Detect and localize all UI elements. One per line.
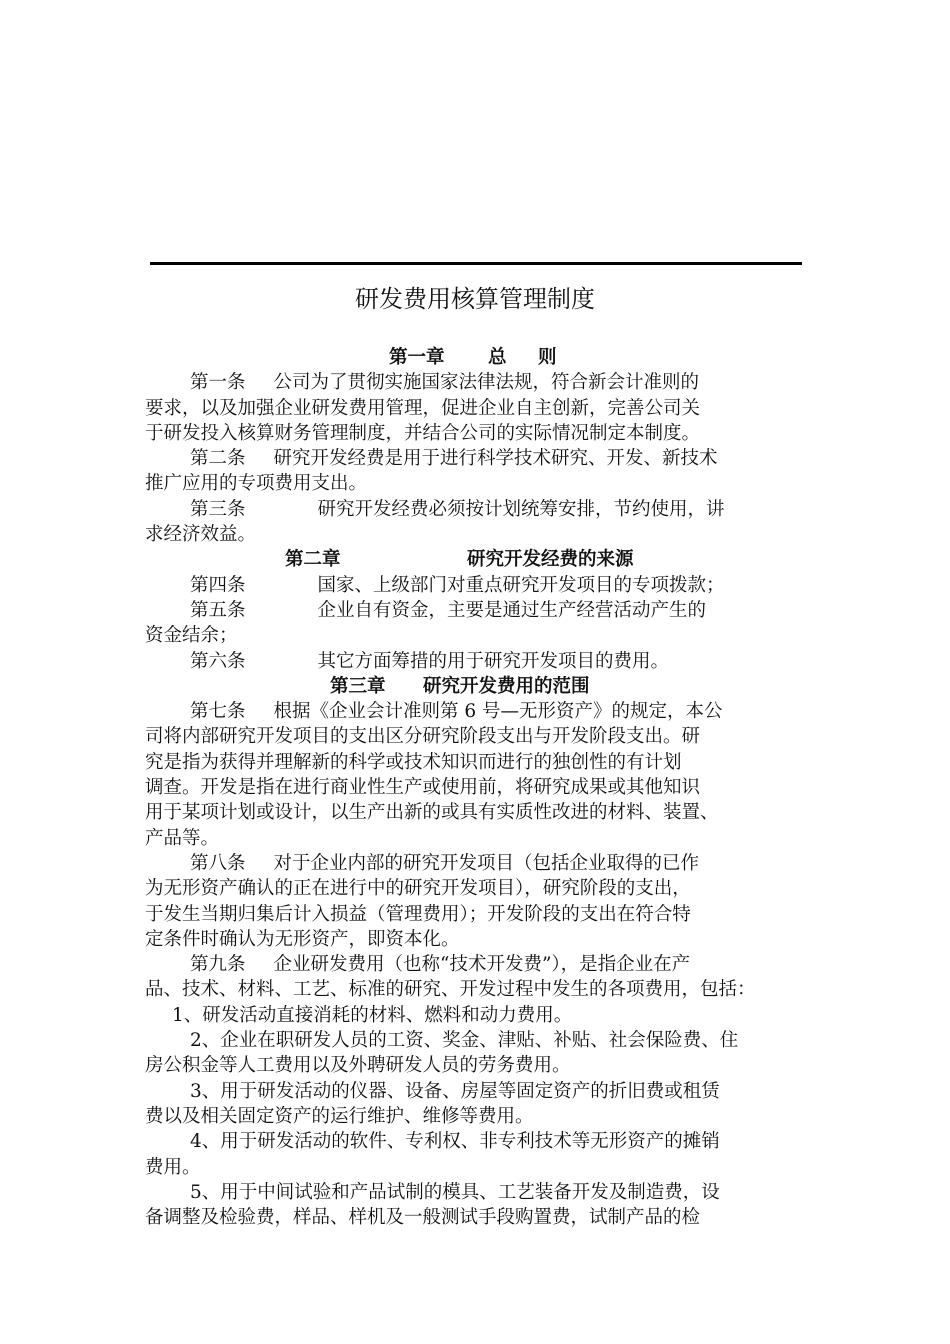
chapter-number: 第二章 [285, 549, 341, 571]
document-body [145, 345, 825, 1230]
document-title: 研发费用核算管理制度 [355, 285, 595, 313]
article-7: 第七条 根据《企业会计准则第 6 号—无形资产》的规定，本公 司将内部研究开发项目的支出区分研究阶段支出与开发阶段支出。研 究是指为获得并理解新的科学或技术知识而进行的独创性的有计划 调查。开发是指在进行商业性生产或使用前，将研究成果或其他知识 用于某项计划或设计，以生产出新的或具有实质性改进的材料、装置、 产品等。 [145, 701, 723, 849]
chapter-number: 第三章 [330, 675, 386, 697]
chapter-heading-2 [145, 547, 825, 572]
article-label: 第六条 [190, 650, 246, 672]
article-6: 第六条 其它方面筹措的用于研究开发项目的费用。 [190, 650, 670, 672]
chapter-title-part: 则 [538, 347, 557, 368]
article-label: 第八条 [190, 852, 246, 874]
list-item-1: 1、研发活动直接消耗的材料、燃料和动力费用。 [172, 1004, 573, 1026]
article-label: 第四条 [190, 574, 246, 596]
article-3: 第三条 研究开发经费必须按计划统筹安排，节约使用，讲 求经济效益。 [145, 498, 725, 546]
article-label: 第五条 [190, 599, 246, 621]
chapter-title: 研究开发费用的范围 [423, 675, 590, 697]
chapter-heading-1 [145, 345, 825, 370]
article-label: 第七条 [190, 701, 246, 723]
chapter-title-part: 总 [488, 347, 507, 368]
article-5: 第五条 企业自有资金，主要是通过生产经营活动产生的 资金结余； [145, 599, 707, 647]
article-label: 第三条 [190, 498, 246, 520]
chapter-number: 第一章 [389, 347, 445, 368]
list-item-5: 5、用于中间试验和产品试制的模具、工艺装备开发及制造费，设 备调整及检验费，样品、样机及一般测试手段购置费，试制产品的检 [145, 1181, 720, 1229]
article-4: 第四条 国家、上级部门对重点研究开发项目的专项拨款； [190, 574, 725, 596]
article-8: 第八条 对于企业内部的研究开发项目（包括企业取得的已作 为无形资产确认的正在进行中的研究开发项目），研究阶段的支出， 于发生当期归集后计入损益（管理费用）；开发阶段的支出在符合特 定条件时确认为无形资产，即资本化。 [145, 852, 700, 950]
chapter-title: 研究开发经费的来源 [467, 549, 634, 571]
list-item-2: 2、企业在职研发人员的工资、奖金、津贴、补贴、社会保险费、住 房公积金等人工费用以及外聘研发人员的劳务费用。 [145, 1030, 739, 1077]
article-1: 第一条 公司为了贯彻实施国家法律法规，符合新会计准则的 要求，以及加强企业研发费用管理，促进企业自主创新，完善公司关 于研发投入核算财务管理制度，并结合公司的实际情况制定本制度。 [145, 372, 701, 444]
article-9: 第九条 企业研发费用（也称“技术开发费”），是指企业在产 品、技术、材料、工艺、标准的研究、开发过程中发生的各项费用，包括： [145, 954, 756, 1001]
article-label: 第九条 [190, 954, 246, 976]
article-label: 第一条 [190, 372, 246, 394]
article-2: 第二条 研究开发经费是用于进行科学技术研究、开发、新技术 推广应用的专项费用支出。 [145, 448, 718, 495]
list-item-4: 4、用于研发活动的软件、专利权、非专利技术等无形资产的摊销 费用。 [145, 1131, 720, 1178]
article-label: 第二条 [190, 448, 246, 470]
chapter-heading-3 [145, 674, 825, 699]
header-rule [150, 262, 802, 265]
list-item-3: 3、用于研发活动的仪器、设备、房屋等固定资产的折旧费或租赁 费以及相关固定资产的运行维护、维修等费用。 [145, 1080, 720, 1127]
